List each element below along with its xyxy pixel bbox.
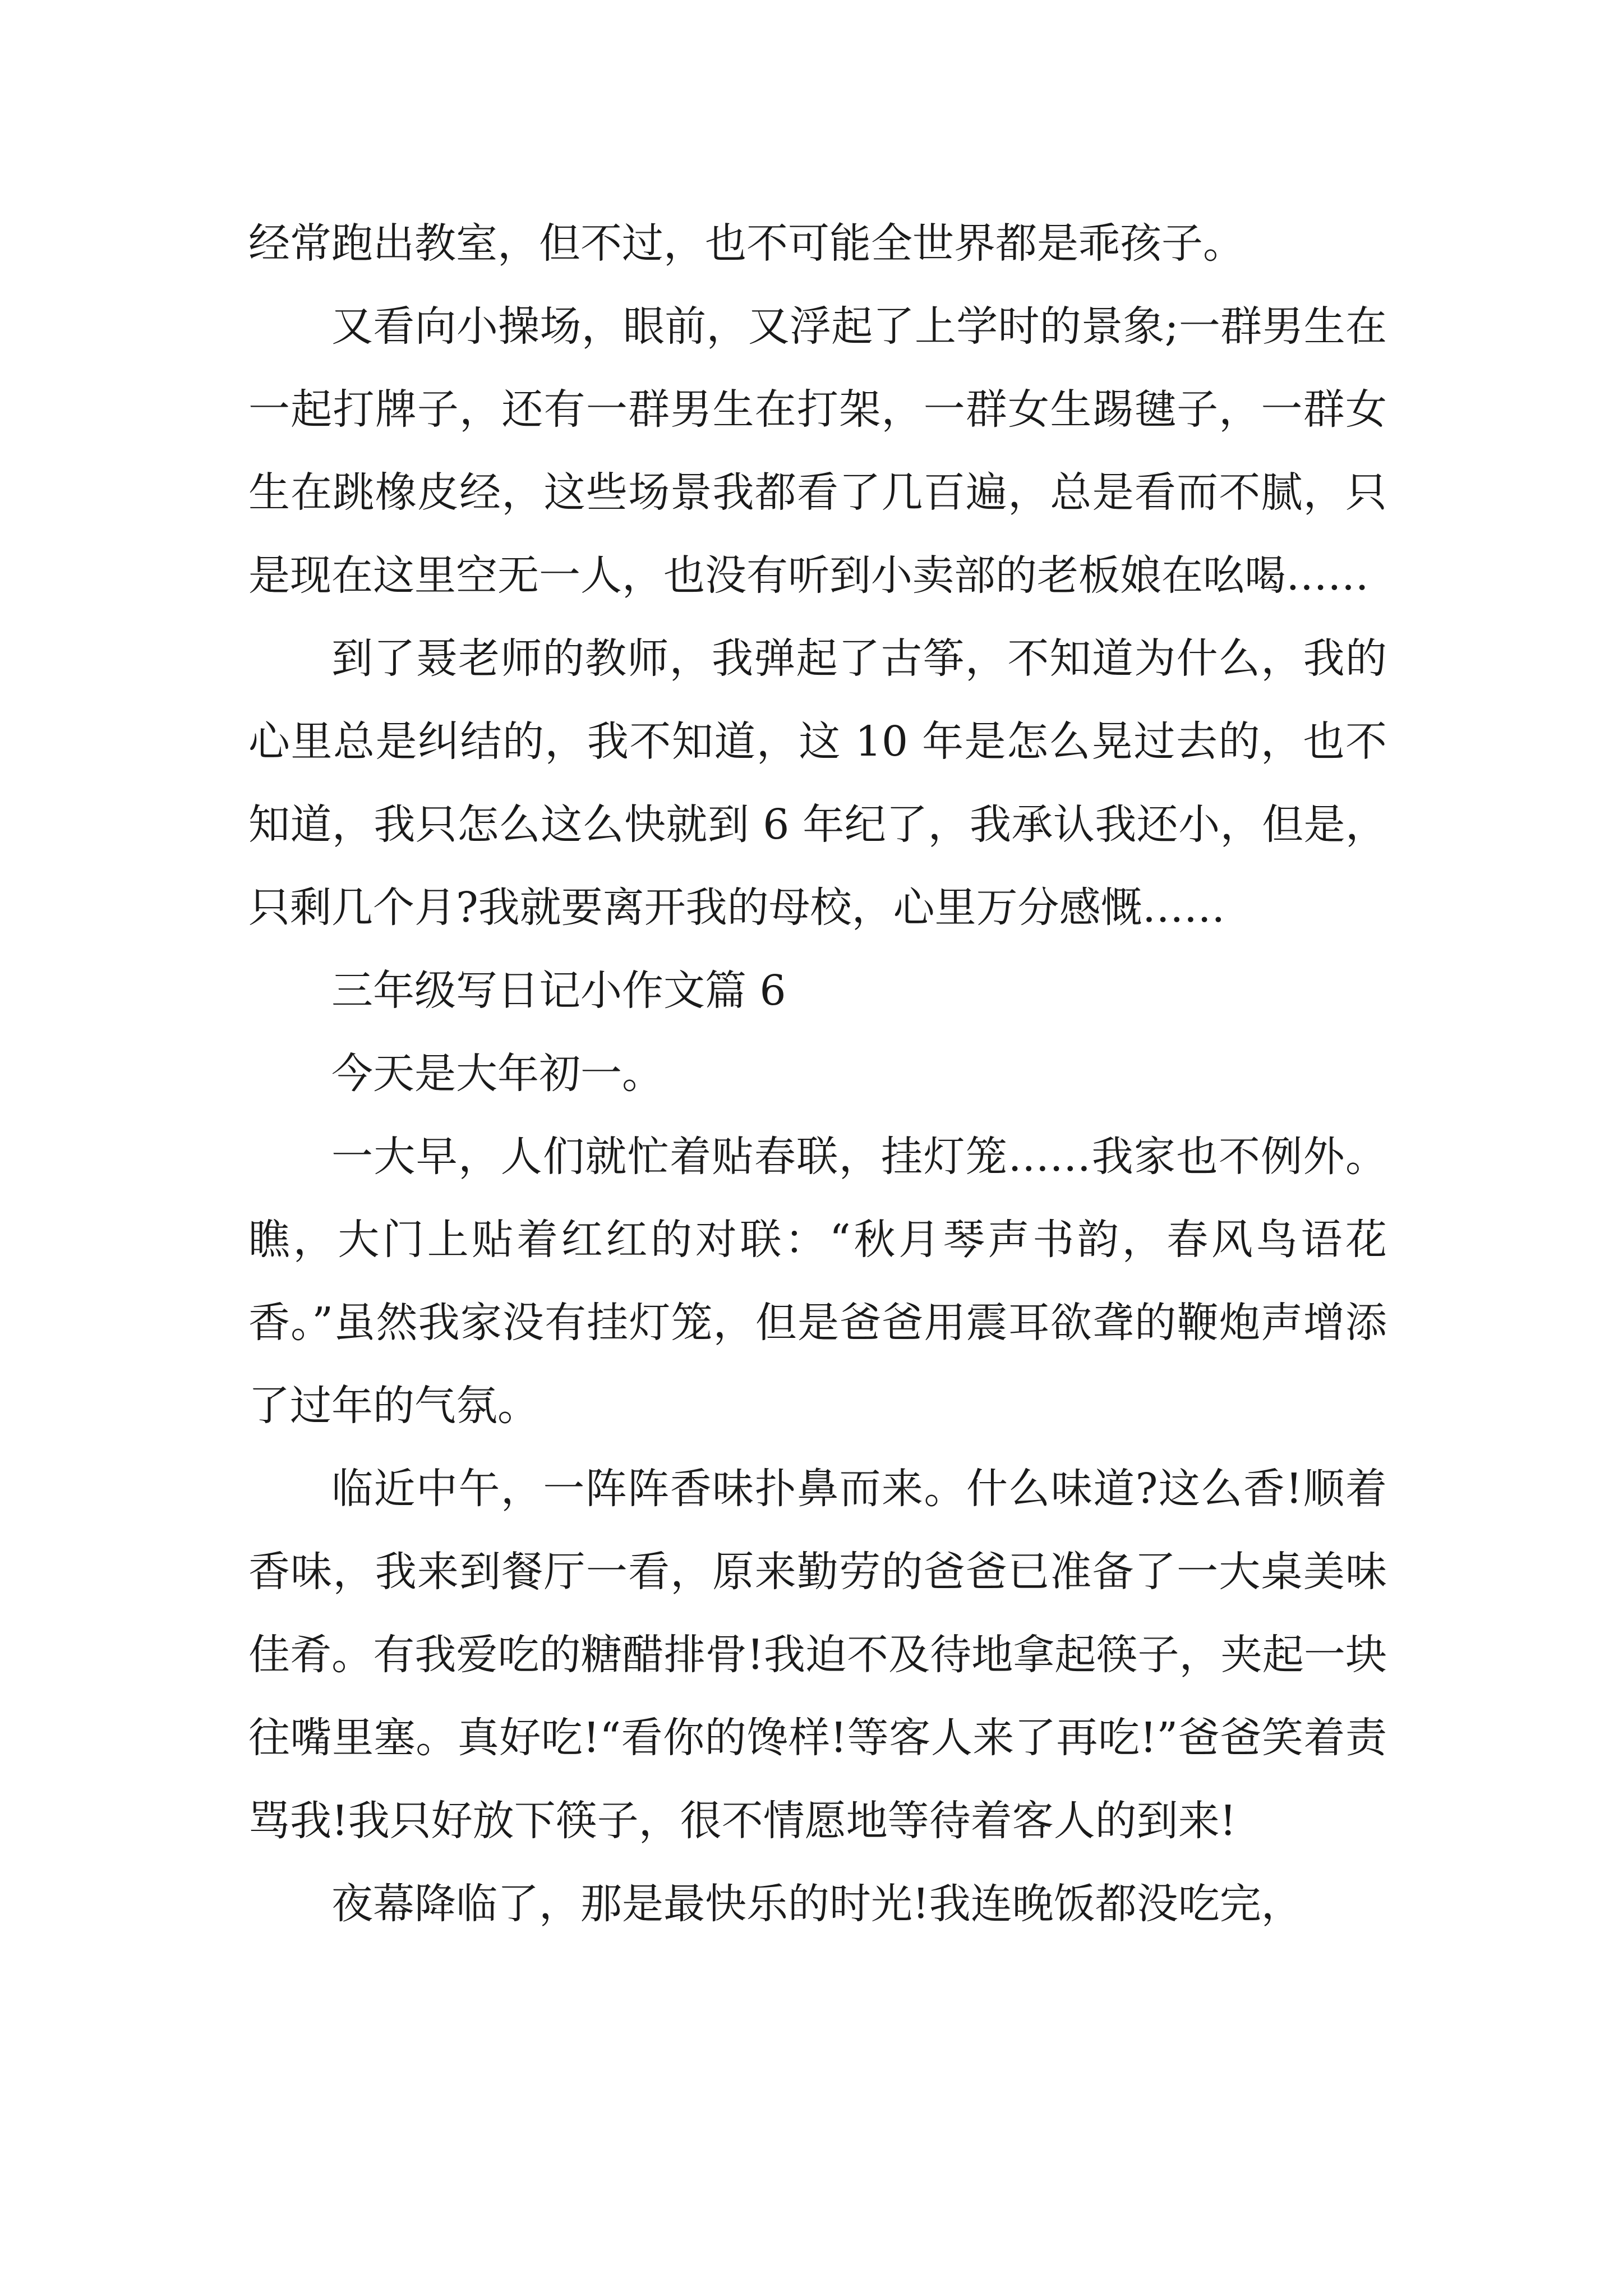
paragraph-3: 到了聂老师的教师，我弹起了古筝，不知道为什么，我的心里总是纠结的，我不知道，这 10 年是怎么晃过去的，也不知道，我只怎么这么快就到 6 年纪了，我承认我还小，但是，只剩几个月?我就要离开我的母校，心里万分感慨…… — [248, 634, 1387, 932]
paragraph-2: 又看向小操场，眼前，又浮起了上学时的景象;一群男生在一起打牌子，还有一群男生在打架，一群女生踢毽子，一群女生在跳橡皮经，这些场景我都看了几百遍，总是看而不腻，只是现在这里空无一人，也没有听到小卖部的老板娘在吆喝…… — [248, 302, 1387, 600]
paragraph-1: 经常跑出教室，但不过，也不可能全世界都是乖孩子。 — [248, 219, 1244, 268]
paragraph-7: 临近中午，一阵阵香味扑鼻而来。什么味道?这么香!顺着香味，我来到餐厅一看，原来勤劳的爸爸已准备了一大桌美味佳肴。有我爱吃的糖醋排骨!我迫不及待地拿起筷子，夹起一块往嘴里塞。真好吃!“看你的馋样!等客人来了再吃!”爸爸笑着责骂我!我只好放下筷子，很不情愿地等待着客人的到来! — [248, 1465, 1387, 1845]
paragraph-8: 夜幕降临了，那是最快乐的时光!我连晚饭都没吃完， — [331, 1880, 1303, 1928]
paragraph-6: 一大早，人们就忙着贴春联，挂灯笼……我家也不例外。瞧，大门上贴着红红的对联：“秋月琴声书韵，春风鸟语花香。”虽然我家没有挂灯笼，但是爸爸用震耳欲聋的鞭炮声增添了过年的气氛。 — [248, 1133, 1387, 1430]
paragraph-5: 今天是大年初一。 — [331, 1050, 663, 1098]
section-heading: 三年级写日记小作文篇 6 — [331, 967, 786, 1015]
document-body — [248, 202, 1387, 1945]
